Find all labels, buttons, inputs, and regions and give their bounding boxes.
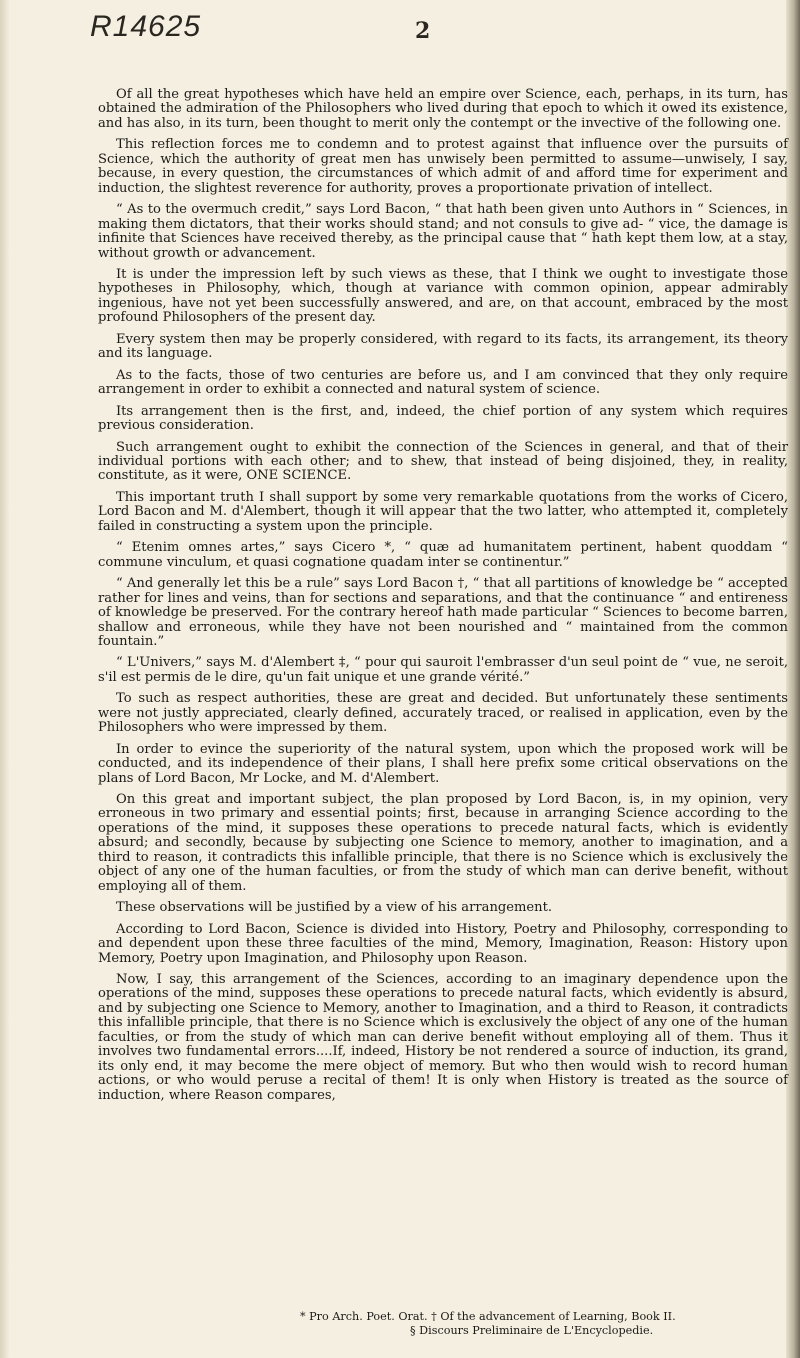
paragraph: Of all the great hypotheses which have held an empire over Science, each, perhaps, in its turn, has obtained the admiration of the Philosophers who lived during that epoch to which it owed its existence, and has also, in its turn, been thought to merit only the contempt or the invective of the following one. — [98, 87, 788, 131]
page-number: 2 — [415, 18, 431, 44]
footnote: * Pro Arch. Poet. Orat. † Of the advancement of Learning, Book II. — [300, 1310, 676, 1323]
paragraph: In order to evince the superiority of the natural system, upon which the proposed work will be conducted, and its independence of their plans, I shall here prefix some critical observations on the plans of Lord Bacon, Mr Locke, and M. d'Alembert. — [98, 741, 788, 786]
paragraph: These observations will be justified by a view of his arrangement. — [116, 900, 553, 916]
paragraph: This important truth I shall support by some very remarkable quotations from the works of Cicero, Lord Bacon and M. d'Alembert, though it will appear that the two latter, who attempted it, completely failed in constructing a system upon the principle. — [98, 489, 788, 534]
footnote: § Discours Preliminaire de L'Encyclopedie. — [410, 1324, 654, 1337]
body-text — [98, 88, 788, 1110]
footnotes — [300, 1310, 780, 1338]
paragraph: To such as respect authorities, these are great and decided. But unfortunately these sentiments were not justly appreciated, clearly defined, accurately traced, or realised in application, even by the Philosophers who were impressed by them. — [98, 691, 788, 736]
paragraph: Such arrangement ought to exhibit the connection of the Sciences in general, and that of their individual portions with each other; and to shew, that instead of being disjoined, they, in reality, constitute, as it were, ONE SCIENCE. — [98, 439, 788, 484]
bacon-quotation: “ And generally let this be a rule” says Lord Bacon †, “ that all partitions of knowledge be “ accepted rather for lines and veins, than for sections and separations, and that the continuance “ and entireness of knowledge be preserved. For the contrary hereof hath made particular “ Sciences to become barren, shallow and erroneous, while they have not been nourished and “ maintained from the common fountain.” — [98, 576, 788, 649]
cicero-quotation: “ Etenim omnes artes,” says Cicero *, “ quæ ad humanitatem pertinent, habent quoddam “ commune vinculum, et quasi cognatione quadam inter se continentur.” — [98, 540, 788, 570]
page-gutter-shadow — [0, 0, 10, 1358]
paragraph: According to Lord Bacon, Science is divided into History, Poetry and Philosophy, corresponding to and dependent upon these three faculties of the mind, Memory, Imagination, Reason: History upon Memory, Poetry upon Imagination, and Philosophy upon Reason. — [98, 921, 788, 966]
handwritten-shelfmark: R14625 — [90, 10, 202, 43]
paragraph: This reflection forces me to condemn and to protest against that influence over the pursuits of Science, which the authority of great men has unwisely been permitted to assume—unwisely, I say, because, in every question, the circumstances of which admit of and afford time for experiment and induction, the slightest reverence for authority, proves a proportionate privation of intellect. — [98, 137, 788, 196]
paragraph: Every system then may be properly considered, with regard to its facts, its arrangement, its theory and its language. — [98, 331, 788, 362]
paragraph: Its arrangement then is the first, and, indeed, the chief portion of any system which requires previous consideration. — [98, 403, 788, 434]
paragraph: As to the facts, those of two centuries are before us, and I am convinced that they only require arrangement in order to exhibit a connected and natural system of science. — [98, 367, 788, 398]
dalembert-quotation: “ L'Univers,” says M. d'Alembert ‡, “ pour qui sauroit l'embrasser d'un seul point de “ vue, ne seroit, s'il est permis de le dire, qu'un fait unique et une grande vérité.” — [98, 655, 788, 685]
paragraph: On this great and important subject, the plan proposed by Lord Bacon, is, in my opinion, very erroneous in two primary and essential points; first, because in arranging Science according to the operations of the mind, it supposes these operations to precede natural facts, which is evidently absurd; and secondly, because by subjecting one Science to memory, another to imagination, and a third to reason, it contradicts this infallible principle, that there is no Science which is exclusively the object of any one of the human faculties, or from the study of which man can derive benefit, without employing all of them. — [98, 792, 788, 894]
paragraph: Now, I say, this arrangement of the Sciences, according to an imaginary dependence upon the operations of the mind, supposes these operations to precede natural facts, which evidently is absurd, and by subjecting one Science to Memory, another to Imagination, and a third to Reason, it contradicts this infallible principle, that there is no Science which is exclusively the object of any one of the human faculties, or from the study of which man can derive benefit without employing all of them. Thus it involves two fundamental errors....If, indeed, History be not rendered a source of induction, its grand, its only end, it may become the mere object of memory. But who then would wish to record human actions, or who would peruse a recital of them! It is only when History is treated as the source of induction, where Reason compares, — [98, 972, 788, 1103]
page-edge — [786, 0, 800, 1358]
bacon-quotation: “ As to the overmuch credit,” says Lord Bacon, “ that hath been given unto Authors in “ Sciences, in making them dictators, that their works should stand; and not consuls to give ad- “ vice, the damage is infinite that Sciences have received thereby, as the principal cause that “ hath kept them low, at a stay, without growth or advancement. — [98, 202, 788, 261]
paragraph: It is under the impression left by such views as these, that I think we ought to investigate those hypotheses in Philosophy, which, though at variance with common opinion, appear admirably ingenious, have not yet been successfully answered, and are, on that account, embraced by the most profound Philosophers of the present day. — [98, 266, 788, 326]
